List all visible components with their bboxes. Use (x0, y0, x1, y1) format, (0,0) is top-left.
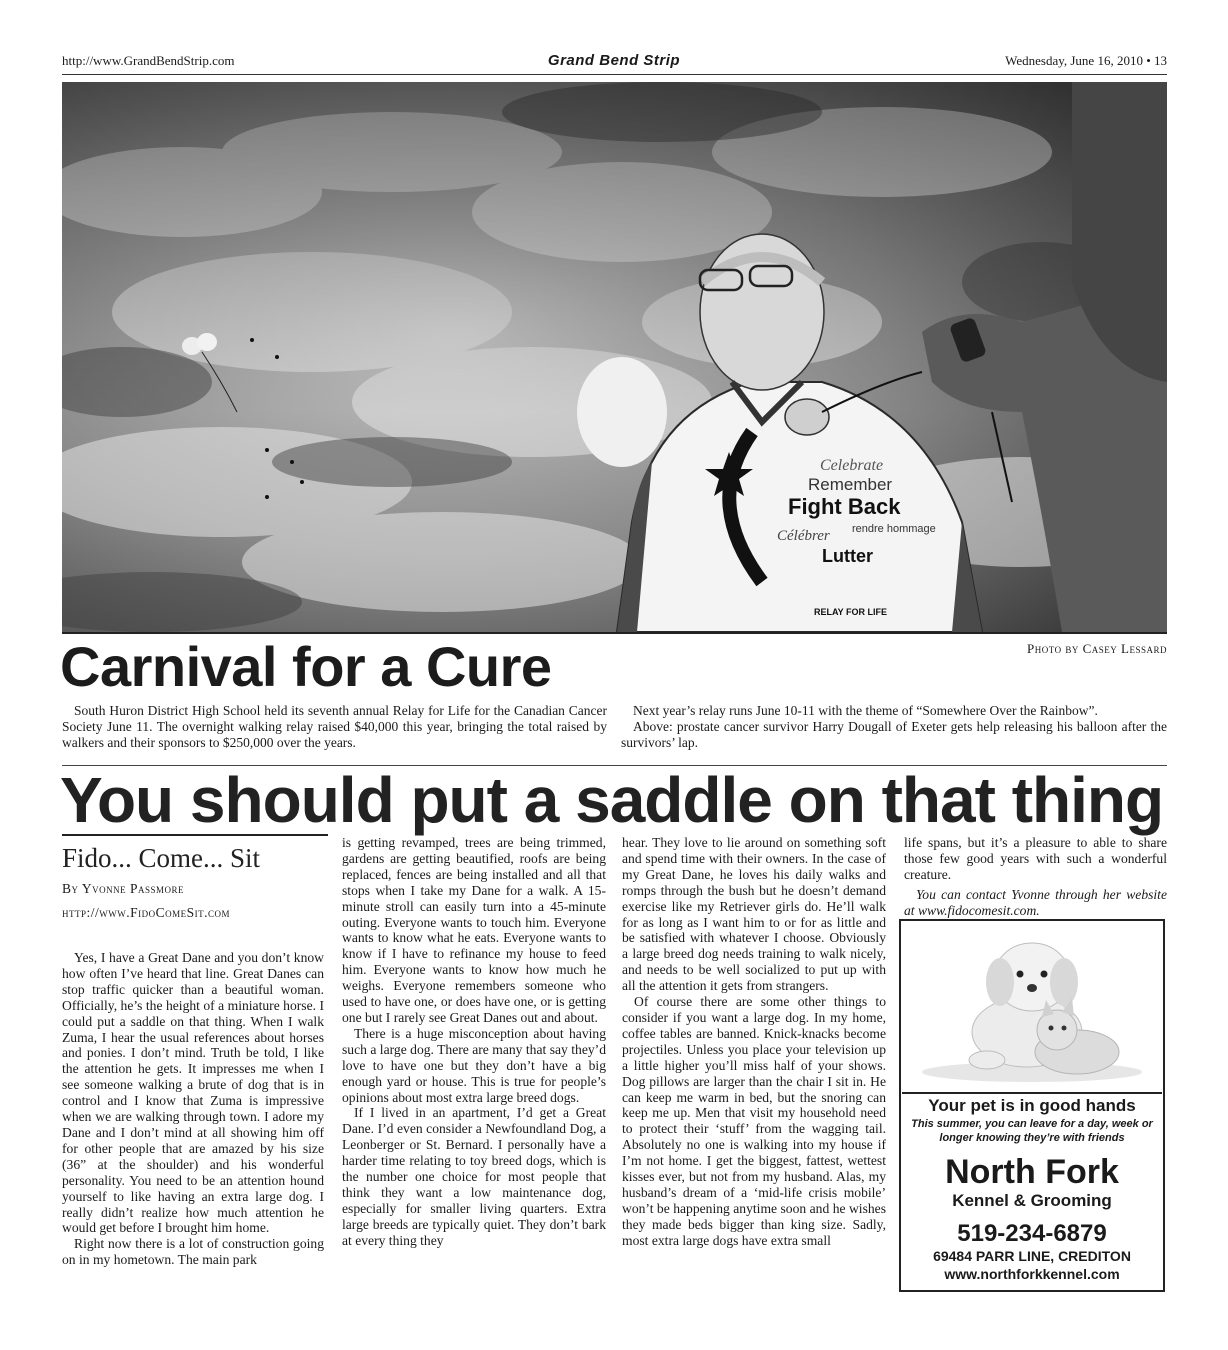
article-column-1 (62, 950, 324, 1268)
header-url[interactable]: http://www.GrandBendStrip.com (62, 53, 235, 68)
photo-illustration (62, 82, 1167, 632)
shirt-text-celebrate: Celebrate (820, 457, 884, 474)
headline-saddle: You should put a saddle on that thing (60, 764, 1164, 836)
ad-website[interactable]: www.northforkkennel.com (944, 1266, 1120, 1282)
article-paragraph: is getting revamped, trees are being trimmed, gardens are getting beautified, roofs are being replaced, fences are being installed and all that stops when I take my Dane for a walk. A 15- minute stroll can easily turn into a 45-minute outing. Everyone wants to touch him. Everyone wants to know what he eats. Everyone wants to know if I have to refinance my house to feed him. Everyone wants to know how much he weighs. Everyone remembers someone who used to have one, or does have one, or is getting one but I rarely see Great Danes out and about. (342, 835, 606, 1025)
ad-pets-image (902, 922, 1162, 1094)
shirt-text-hommage: rendre hommage (852, 523, 936, 535)
caption-left-text: South Huron District High School held its seventh annual Relay for Life for the Canadian Cancer Society June 11. The overnight walking relay raised $40,000 this year, bringing the total raised by walkers and their sponsors to $250,000 over the years. (62, 703, 607, 750)
byline: By Yvonne Passmore (62, 881, 185, 896)
puppy-kitten-illustration (902, 922, 1162, 1092)
column-name: Fido... Come... Sit (62, 843, 261, 873)
shirt-text-lutter: Lutter (822, 546, 873, 566)
ad-tagline: Your pet is in good hands (928, 1096, 1136, 1115)
ad-business-name: North Fork (945, 1153, 1119, 1191)
balloon (577, 357, 667, 467)
kennel-ad[interactable] (899, 919, 1165, 1292)
shirt-text-remember: Remember (808, 475, 893, 494)
article-paragraph: If I lived in an apartment, I’d get a Great Dane. I’d even consider a Newfoundland Dog, a Leonberger or St. Bernard. I personally have a harder time relating to toy breed dogs, which is the number one choice for most people that think they want a low maintenance dog, especially for smaller living quarters. Extra large breeds are typically quiet. They don’t bark at every thing they (342, 1105, 606, 1248)
ad-business-type: Kennel & Grooming (952, 1191, 1112, 1210)
caption-left (62, 703, 607, 751)
ad-copy (901, 1093, 1163, 1283)
ad-phone[interactable]: 519-234-6879 (957, 1220, 1107, 1247)
shirt-badge: RELAY FOR LIFE (814, 607, 888, 617)
shirt-text-fight-back: Fight Back (788, 494, 901, 519)
column-rule (62, 834, 328, 836)
relay-photo (62, 82, 1167, 632)
publication-title: Grand Bend Strip (547, 52, 681, 69)
caption-right-text-2: Above: prostate cancer survivor Harry Dougall of Exeter gets help releasing his balloon after the survivors’ lap. (621, 719, 1167, 750)
ad-address: 69484 PARR LINE, CREDITON (933, 1248, 1131, 1264)
header-date-page: Wednesday, June 16, 2010 • 13 (1005, 53, 1167, 68)
photo-credit: Photo by Casey Lessard (1027, 641, 1167, 656)
caption-right (621, 703, 1167, 751)
article-paragraph: hear. They love to lie around on something soft and spend time with their owners. In the case of my Great Dane, he loves his daily walks and romps through the bush but he doesn’t demand exercise like my Retriever girls do. He’ll walk for as long as I want him to or for as little and be satisfied with whatever I choose. Obviously a large breed dog needs training to walk nicely, and needs to be well socialized to put up with all the attention it gets from strangers. (622, 835, 886, 994)
article-paragraph: life spans, but it’s a pleasure to able to share those few good years with such a wonderful creature. (904, 835, 1167, 882)
article-column-4 (904, 835, 1167, 919)
article-paragraph: There is a huge misconception about having such a large dog. There are many that say they’d love to have one but they don’t have a big enough yard or house. This is true for people’s opinions about most extra large breed dogs. (342, 1025, 606, 1105)
author-contact: You can contact Yvonne through her website at www.fidocomesit.com. (904, 886, 1167, 918)
caption-right-text-1: Next year’s relay runs June 10-11 with the theme of “Somewhere Over the Rainbow”. (633, 703, 1098, 718)
headline-carnival: Carnival for a Cure (60, 635, 552, 698)
article-column-2 (342, 835, 606, 1249)
article-paragraph: Right now there is a lot of construction going on in my hometown. The main park (62, 1236, 324, 1268)
ad-subtext: This summer, you can leave for a day, week or longer knowing they’re with friends (911, 1118, 1153, 1144)
article-paragraph: Of course there are some other things to consider if you want a large dog. In my home, coffee tables are banned. Knick-knacks become projectiles. Unless you place your television up a little higher you’ll miss half of your shows. Dog pillows are larger than the chair I sit in. He can keep me warm in bed, but the snoring can keep me up. Men that visit my household need to protect their ‘stuff’ from the wagging tail. Absolutely no one is walking into my house if I’m not home. I get the biggest, fattest, wettest kisses ever, but not from my husband. Alas, my husband’s dream of a ‘mid-life crisis mobile’ won’t be happening anytime soon and he wishes they made beds bigger than king size. Sadly, most extra large dogs have extra small (622, 994, 886, 1248)
header-rule (62, 74, 1167, 75)
article-paragraph: Yes, I have a Great Dane and you don’t know how often I’ve heard that line. Great Danes can stop traffic quicker than a beautiful woman. Officially, he’s the height of a miniature horse. I could put a saddle on that thing. When I walk Zuma, I hear the usual references about horses and ponies. I don’t mind. Truth be told, I like the attention he gets. It impresses me when I see someone walking a brute of dog that is in control and I know that Zuma is impressive when we are walking through town. I adore my Dane and I don’t mind at all showing him off for other people that are amazed by his size (36” at the shoulder) and his wonderful personality. You need to be an attention hound yourself to like having an extra large dog. I really didn’t realize how much attention he would get before I brought him home. (62, 950, 324, 1236)
article-column-3 (622, 835, 886, 1249)
shirt-text-celebrer: Célébrer (777, 528, 830, 544)
byline-url[interactable]: http://www.FidoComeSit.com (62, 905, 231, 920)
